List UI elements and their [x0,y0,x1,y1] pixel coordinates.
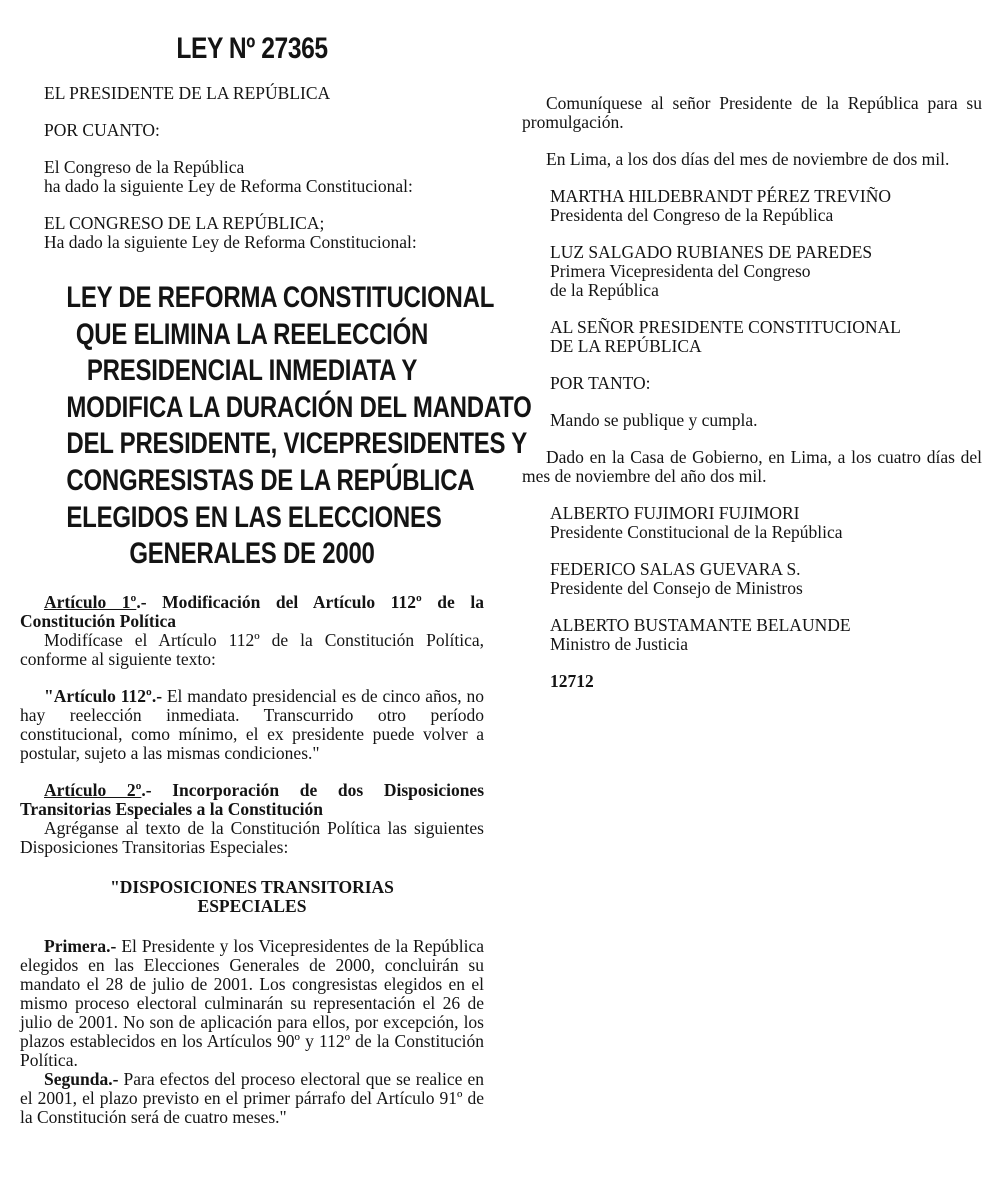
article-1-title: .- Modificación del Artículo 112º de la Constitución Política [20,591,484,631]
addressee-line: AL SEÑOR PRESIDENTE CONSTITUCIONAL [550,317,901,337]
congress-statement [20,158,484,196]
primera-label: Primera.- [44,935,117,956]
signatory-role: Presidenta del Congreso de la República [550,205,834,225]
primera-text: El Presidente y los Vicepresidentes de la República elegidos en las Elecciones Generales de 2000, concluirán su mandato el 28 de julio de 2001. Los congresistas elegidos en el mismo proceso electoral culminarán su representación el 26 de julio de 2001. No son de aplicación para ellos, por excepción, los plazos establecidos en los Artículos 90º y 112º de la Constitución Política. [20,935,484,1070]
lima-date-paragraph: En Lima, a los dos días del mes de noviembre de dos mil. [546,149,950,169]
right-column [522,94,982,691]
article-112-text: El mandato presidencial es de cinco años, no hay reelección inmediata. Transcurrido otro período constitucional, como mínimo, el ex presidente puede volver a postular, sujeto a las mismas condiciones." [20,685,484,763]
signature-block [522,187,982,225]
por-cuanto: POR CUANTO: [44,120,160,140]
signature-block [522,243,982,300]
law-title-line: GENERALES DE 2000 [129,537,375,571]
law-title-line: PRESIDENCIAL INMEDIATA Y [86,354,418,388]
law-title-line: QUE ELIMINA LA REELECCIÓN [75,317,429,351]
por-tanto: POR TANTO: [550,373,651,393]
congress-line: EL CONGRESO DE LA REPÚBLICA; [44,213,325,233]
dado-paragraph: Dado en la Casa de Gobierno, en Lima, a los cuatro días del mes de noviembre del año dos mil. [522,447,982,486]
signatory-role: de la República [550,280,659,300]
congress-line: Ha dado la siguiente Ley de Reforma Constitucional: [44,232,417,252]
congress-line: El Congreso de la República [44,157,245,177]
segunda-label: Segunda.- [44,1068,119,1089]
signatory-role: Ministro de Justicia [550,634,689,654]
law-title-line: MODIFICA LA DURACIÓN DEL MANDATO [66,390,532,424]
law-title-line: DEL PRESIDENTE, VICEPRESIDENTES Y [66,427,528,461]
article-112-quote [20,687,484,763]
article-2-label: Artículo 2º [44,779,142,800]
article-1-body: Modifícase el Artículo 112º de la Constitución Política, conforme al siguiente texto: [20,629,484,669]
primera-disposicion [20,937,484,1070]
addressee-block [522,318,982,356]
mando-line: Mando se publique y cumpla. [550,410,758,430]
law-title [66,280,532,573]
article-1-heading [20,593,484,631]
law-title-line: ELEGIDOS EN LAS ELECCIONES [66,500,442,534]
president-heading: EL PRESIDENTE DE LA REPÚBLICA [44,83,331,103]
signatory-name: MARTHA HILDEBRANDT PÉREZ TREVIÑO [550,186,892,206]
law-title-line: CONGRESISTAS DE LA REPÚBLICA [66,463,475,497]
addressee-line: DE LA REPÚBLICA [550,336,702,356]
signature-block [522,504,982,542]
left-column [20,30,532,1127]
disposiciones-heading-line: ESPECIALES [197,895,307,916]
congress-line: ha dado la siguiente Ley de Reforma Constitucional: [44,176,413,196]
disposiciones-heading [20,878,484,916]
publication-code: 12712 [550,671,594,691]
disposiciones-heading-line: "DISPOSICIONES TRANSITORIAS [110,876,394,897]
signatory-name: ALBERTO BUSTAMANTE BELAUNDE [550,615,851,635]
signatory-name: FEDERICO SALAS GUEVARA S. [550,559,801,579]
signatory-name: LUZ SALGADO RUBIANES DE PAREDES [550,242,873,262]
segunda-text: Para efectos del proceso electoral que se realice en el 2001, el plazo previsto en el primer párrafo del Artículo 91º de la Constitución será de cuatro meses." [20,1068,484,1127]
signatory-name: ALBERTO FUJIMORI FUJIMORI [550,503,800,523]
comuniquese-paragraph: Comuníquese al señor Presidente de la República para su promulgación. [522,93,982,132]
law-number: LEY Nº 27365 [176,32,328,65]
article-2-title: .- Incorporación de dos Disposiciones Transitorias Especiales a la Constitución [20,779,485,819]
signature-block [522,560,982,598]
law-title-line: LEY DE REFORMA CONSTITUCIONAL [66,281,495,314]
signature-block [522,616,982,654]
signatory-role: Presidente del Consejo de Ministros [550,578,803,598]
signatory-role: Presidente Constitucional de la República [550,522,843,542]
signatory-role: Primera Vicepresidenta del Congreso [550,261,811,281]
article-2-heading [20,781,484,819]
article-112-label: "Artículo 112º.- [44,685,163,706]
congress-statement-2 [20,214,484,252]
segunda-disposicion [20,1070,484,1127]
article-1-label: Artículo 1º [44,591,137,612]
article-2-body: Agréganse al texto de la Constitución Política las siguientes Disposiciones Transitorias Especiales: [20,817,484,857]
